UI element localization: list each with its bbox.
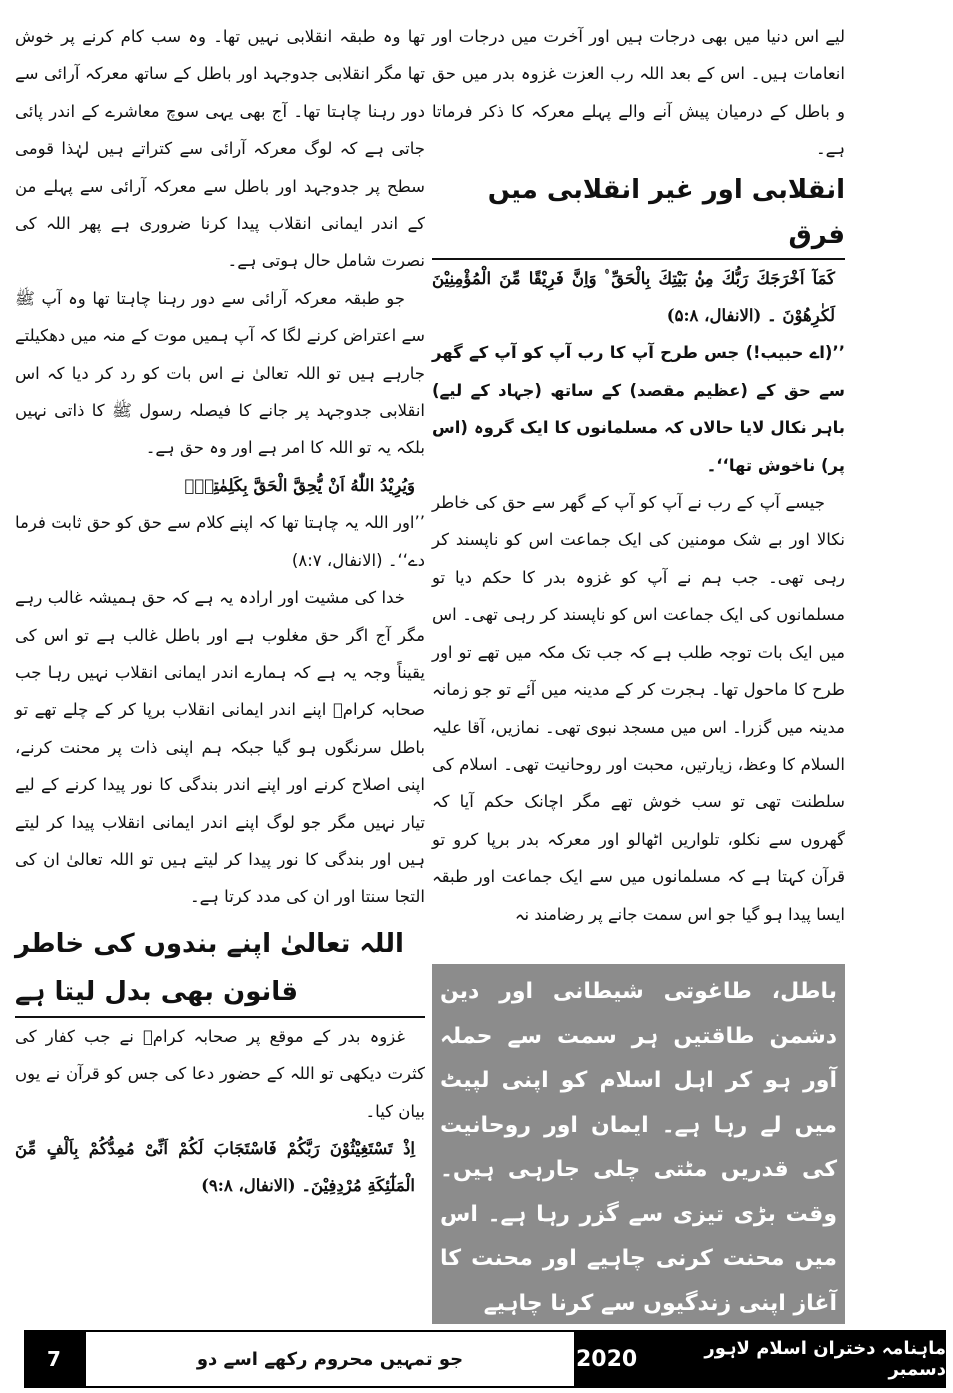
- section-heading-revolutionary: انقلابی اور غیر انقلابی میں فرق: [432, 168, 845, 260]
- page-number: 7: [24, 1330, 84, 1388]
- quran-verse-2: وَيُرِيْدُ اللّٰهُ اَنْ يُّحِقَّ الْحَقَّ بِكَلِمٰتِهٖ۔: [184, 475, 415, 495]
- quran-verse-3-text: اِذْ تَسْتَغِيْثُوْنَ رَبَّكُمْ فَاسْتَجَابَ لَكُمْ اَنِّىْ مُمِدُّكُمْ بِاَلْفٍ مِّنَ الْمَلٰٓئِكَةِ مُرْدِفِيْنَ۔: [15, 1138, 415, 1196]
- left-column: [15, 18, 425, 1205]
- quran-verse-1-text: كَمَآ اَخْرَجَكَ رَبُّكَ مِنْۢ بَيْتِكَ بِالْحَقِّ ۠ وَاِنَّ فَرِيْقًا مِّنَ الْمُؤْمِنِيْنَ لَكٰرِهُوْنَ ۔: [432, 268, 835, 326]
- left-heading-wrap: [15, 920, 425, 1018]
- quran-verse-3: [15, 1130, 425, 1205]
- translation-1: ’’(اے حبیب!) جس طرح آپ کا رب آپ کو آپ کے گھر سے حق کے (عظیم مقصد) کے ساتھ (جہاد کے لیے) باہر نکال لایا حالاں کہ مسلمانوں کا ایک گروہ (اس پر) ناخوش تھا‘‘۔: [432, 343, 845, 475]
- right-heading-wrap: [432, 168, 845, 260]
- magazine-year: 2020: [576, 1346, 638, 1372]
- left-para-1: تھا وہ طبقہ انقلابی نہیں تھا۔ وہ سب کام کرنے پر خوش تھا مگر انقلابی جدوجہد اور باطل کے ساتھ معرکہ آرائی سے دور رہنا چاہتا تھا۔ آج بھی یہی سوچ معاشرے کے اندر پائی جاتی ہے کہ لوگ معرکہ آرائی سے کتراتے ہیں لہٰذا قومی سطح پر جدوجہد اور باطل سے معرکہ آرائی سے پہلے من کے اندر ایمانی انقلاب پیدا کرنا ضروری ہے پھر اللہ کی نصرت شامل حال ہوتی ہے۔: [15, 27, 425, 271]
- left-para-2: جو طبقہ معرکہ آرائی سے دور رہنا چاہتا تھا وہ آپ ﷺ سے اعتراض کرنے لگا کہ آپ ہمیں موت کے منہ میں دھکیلتے جارہے ہیں تو اللہ تعالیٰ نے اس بات کو رد کر دیا کہ اس انقلابی جدوجہد پر جانے کا فیصلہ رسول ﷺ کا ذاتی نہیں بلکہ یہ تو اللہ کا امر ہے اور وہ حق ہے۔: [15, 288, 425, 458]
- magazine-name: ماہنامہ دختران اسلام لاہور دسمبر: [704, 1338, 946, 1380]
- left-para-4: غزوہ بدر کے موقع پر صحابہ کرامؓ نے جب کفار کی کثرت دیکھی تو اللہ کے حضور دعا کی جس کو قرآن نے یوں بیان کیا۔: [15, 1026, 425, 1121]
- right-para-2: جیسے آپ کے رب نے آپ کو آپ کے گھر سے حق کی خاطر نکالا اور بے شک مومنین کی ایک جماعت اس کو ناپسند کر رہی تھی۔ جب ہم نے آپ کو غزوہ بدر کا حکم دیا تو مسلمانوں کی ایک جماعت اس کو ناپسند کر رہی تھی۔ اس میں ایک بات توجہ طلب ہے کہ جب تک مکہ میں تھے تو اور طرح کا ماحول تھا۔ ہجرت کر کے مدینہ میں آئے تو جو زمانہ مدینہ میں گزرا۔ اس میں مسجد نبوی تھی۔ نمازیں، آقا علیہ السلام کا وعظ، زیارتیں، محبت اور روحانیت تھی۔ اسلام کی سلطنت تھی تو سب خوش تھے مگر اچانک حکم آیا کہ گھروں سے نکلو، تلواریں اٹھالو اور معرکہ بدر برپا کرو تو قرآن کہتا ہے کہ مسلمانوں میں سے ایک جماعت اور طبقہ ایسا پیدا ہو گیا جو اس سمت جانے پر رضامند نہ: [432, 493, 845, 924]
- quran-verse-1: [432, 260, 845, 335]
- page-footer: [24, 1330, 946, 1388]
- verse-reference-1: (الانفال، ۵:۸): [666, 306, 762, 326]
- left-para-3: خدا کی مشیت اور ارادہ یہ ہے کہ حق ہمیشہ غالب رہے مگر آج اگر حق مغلوب ہے اور باطل غالب ہے تو اس کی یقیناً وجہ یہ ہے کہ ہمارے اندر ایمانی انقلاب نہیں رہا جب صحابہ کرامؓ اپنے اندر ایمانی انقلاب برپا کر کے چلے تھے تو باطل سرنگوں ہو گیا جبکہ ہم اپنی ذات پر محنت کرنے، اپنی اصلاح کرنے اور اپنے اندر بندگی کا نور پیدا کرنے کے لیے تیار نہیں مگر جو لوگ اپنے اندر ایمانی انقلاب پیدا کر لیتے ہیں اور بندگی کا نور پیدا کر لیتے ہیں تو اللہ تعالیٰ ان کی التجا سنتا اور ان کی مدد کرتا ہے۔: [15, 588, 425, 907]
- verse-reference-3: (الانفال، ۹:۸): [201, 1176, 296, 1196]
- right-column: [432, 18, 845, 933]
- right-para-1: لیے اس دنیا میں بھی درجات ہیں اور آخرت میں درجات اور انعامات ہیں۔ اس کے بعد اللہ رب العزت غزوہ بدر میں حق و باطل کے درمیان پیش آنے والے پہلے معرکہ کا ذکر فرماتا ہے۔: [432, 27, 845, 159]
- footer-slogan: جو تمہیں محروم رکھے اسے دو: [84, 1330, 576, 1388]
- translation-2: ’’اور اللہ یہ چاہتا تھا کہ اپنے کلام سے حق کو حق ثابت فرما دے‘‘۔ (الانفال، ۸:۷): [15, 513, 425, 570]
- section-heading-law: اللہ تعالیٰ اپنے بندوں کی خاطر قانون بھی بدل لیتا ہے: [15, 920, 425, 1018]
- highlight-quote-box: باطل، طاغوتی شیطانی اور دین دشمن طاقتیں ہر سمت سے حملہ آور ہو کر اہل اسلام کو اپنی لپیٹ میں لے رہا ہے۔ ایمان اور روحانیت کی قدریں مٹتی چلی جارہی ہیں۔ وقت بڑی تیزی سے گزر رہا ہے۔ اس میں محنت کرنی چاہیے اور محنت کا آغاز اپنی زندگیوں سے کرنا چاہیے: [432, 964, 845, 1324]
- magazine-title: [576, 1330, 946, 1388]
